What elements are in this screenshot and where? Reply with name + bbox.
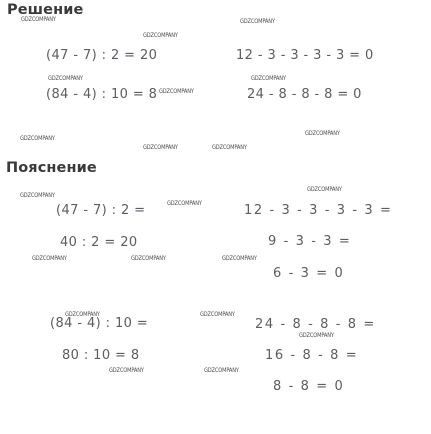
watermark: GDZCOMPANY bbox=[200, 311, 235, 318]
explanation-d-line-3: 8 - 8 = 0 bbox=[273, 379, 345, 394]
watermark: GDZCOMPANY bbox=[48, 75, 83, 82]
explanation-a-line-2: 40 : 2 = 20 bbox=[60, 235, 138, 250]
watermark: GDZCOMPANY bbox=[32, 255, 67, 262]
watermark: GDZCOMPANY bbox=[305, 130, 340, 137]
watermark: GDZCOMPANY bbox=[143, 32, 178, 39]
solution-equation-4: 24 - 8 - 8 - 8 = 0 bbox=[247, 87, 362, 102]
explanation-b-line-2: 9 - 3 - 3 = bbox=[268, 234, 352, 249]
solution-heading: Решение bbox=[7, 2, 84, 18]
explanation-c-line-1: (84 - 4) : 10 = bbox=[50, 316, 149, 331]
watermark: GDZCOMPANY bbox=[167, 200, 202, 207]
explanation-b-line-3: 6 - 3 = 0 bbox=[273, 266, 345, 281]
watermark: GDZCOMPANY bbox=[20, 135, 55, 142]
watermark: GDZCOMPANY bbox=[222, 255, 257, 262]
watermark: GDZCOMPANY bbox=[240, 18, 275, 25]
solution-equation-3: (84 - 4) : 10 = 8 bbox=[46, 87, 158, 102]
watermark: GDZCOMPANY bbox=[109, 367, 144, 374]
watermark: GDZCOMPANY bbox=[143, 144, 178, 151]
watermark: GDZCOMPANY bbox=[204, 367, 239, 374]
watermark: GDZCOMPANY bbox=[251, 75, 286, 82]
watermark: GDZCOMPANY bbox=[299, 332, 334, 339]
watermark: GDZCOMPANY bbox=[212, 144, 247, 151]
watermark: GDZCOMPANY bbox=[65, 311, 100, 318]
watermark: GDZCOMPANY bbox=[21, 16, 56, 23]
watermark: GDZCOMPANY bbox=[159, 88, 194, 95]
watermark: GDZCOMPANY bbox=[307, 186, 342, 193]
solution-equation-1: (47 - 7) : 2 = 20 bbox=[46, 48, 158, 63]
explanation-d-line-1: 24 - 8 - 8 - 8 = bbox=[255, 317, 376, 332]
explanation-d-line-2: 16 - 8 - 8 = bbox=[265, 348, 359, 363]
watermark: GDZCOMPANY bbox=[20, 192, 55, 199]
explanation-heading: Пояснение bbox=[6, 160, 97, 176]
explanation-b-line-1: 12 - 3 - 3 - 3 - 3 = bbox=[244, 203, 393, 218]
watermark: GDZCOMPANY bbox=[131, 255, 166, 262]
solution-equation-2: 12 - 3 - 3 - 3 - 3 = 0 bbox=[236, 48, 374, 63]
explanation-a-line-1: (47 - 7) : 2 = bbox=[56, 203, 146, 218]
explanation-c-line-2: 80 : 10 = 8 bbox=[62, 348, 140, 363]
